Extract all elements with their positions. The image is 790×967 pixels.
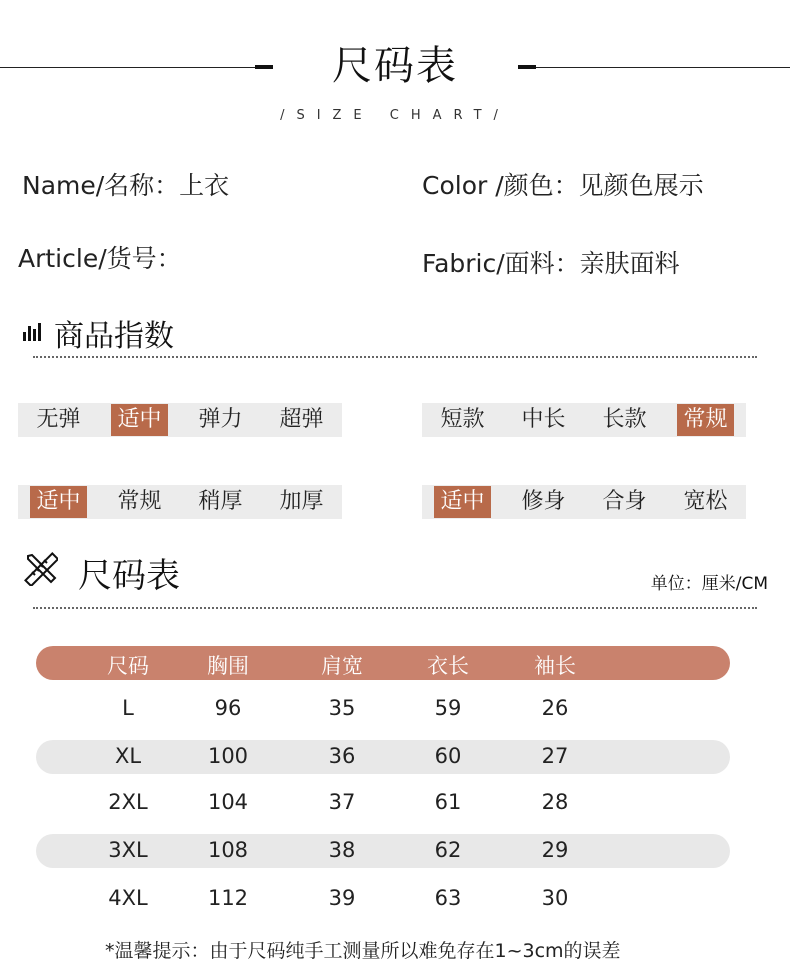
table-cell: 39 [328, 886, 356, 910]
table-cell: 104 [207, 790, 249, 814]
header-right-dash [518, 65, 536, 69]
index-option-selected: 适中 [434, 486, 490, 518]
table-cell: 96 [214, 696, 242, 720]
table-cell: L [122, 696, 134, 720]
size-divider [33, 607, 757, 609]
table-cell: 62 [434, 838, 462, 862]
table-cell: 100 [207, 744, 249, 768]
page-title: 尺码表 [332, 43, 458, 89]
index-row-1 [18, 403, 342, 437]
index-option-selected: 适中 [111, 404, 167, 436]
index-option: 合身 [602, 489, 647, 514]
index-option: 常规 [117, 489, 162, 514]
table-cell: 3XL [108, 838, 148, 862]
table-header-cell: 尺码 [107, 654, 149, 678]
index-option-selected: 常规 [677, 404, 733, 436]
index-option-selected: 适中 [30, 486, 86, 518]
table-cell: 30 [541, 886, 569, 910]
table-cell: 63 [434, 886, 462, 910]
measurement-note: *温馨提示：由于尺码纯手工测量所以难免存在1~3cm的误差 [105, 940, 621, 962]
table-cell: 29 [541, 838, 569, 862]
index-divider [33, 356, 757, 358]
table-cell: 59 [434, 696, 462, 720]
bar-chart-icon [22, 320, 42, 342]
index-row-4 [422, 485, 746, 519]
info-article: Article/货号： [18, 244, 182, 273]
table-cell: XL [114, 744, 142, 768]
index-option: 长款 [602, 407, 647, 432]
table-cell: 36 [328, 744, 356, 768]
table-cell: 38 [328, 838, 356, 862]
table-header-cell: 袖长 [534, 654, 576, 678]
table-header-cell: 衣长 [427, 654, 469, 678]
index-option: 稍厚 [198, 489, 243, 514]
info-color: Color /颜色：见颜色展示 [422, 171, 704, 200]
table-header-cell: 胸围 [207, 654, 249, 678]
unit-label: 单位：厘米/CM [650, 574, 768, 594]
info-name: Name/名称：上衣 [22, 171, 230, 200]
index-option: 无弹 [36, 407, 81, 432]
index-option: 加厚 [279, 489, 324, 514]
table-cell: 2XL [108, 790, 148, 814]
table-cell: 108 [207, 838, 249, 862]
table-cell: 4XL [108, 886, 148, 910]
table-header-cell: 肩宽 [321, 654, 363, 678]
index-option: 修身 [521, 489, 566, 514]
index-option: 弹力 [198, 407, 243, 432]
table-cell: 61 [434, 790, 462, 814]
table-cell: 112 [207, 886, 249, 910]
info-fabric: Fabric/面料：亲肤面料 [422, 249, 680, 278]
index-section-title: 商品指数 [54, 319, 174, 354]
index-row-2 [422, 403, 746, 437]
table-cell: 26 [541, 696, 569, 720]
page-subtitle: /SIZE CHART/ [280, 108, 510, 123]
index-option: 中长 [521, 407, 566, 432]
table-cell: 27 [541, 744, 569, 768]
table-cell: 35 [328, 696, 356, 720]
index-row-3 [18, 485, 342, 519]
index-option: 短款 [440, 407, 485, 432]
size-section-title: 尺码表 [78, 556, 180, 596]
pencil-ruler-icon [24, 552, 58, 586]
table-cell: 37 [328, 790, 356, 814]
table-cell: 60 [434, 744, 462, 768]
table-cell: 28 [541, 790, 569, 814]
header-right-rule [536, 67, 790, 68]
index-option: 超弹 [279, 407, 324, 432]
index-option: 宽松 [683, 489, 728, 514]
